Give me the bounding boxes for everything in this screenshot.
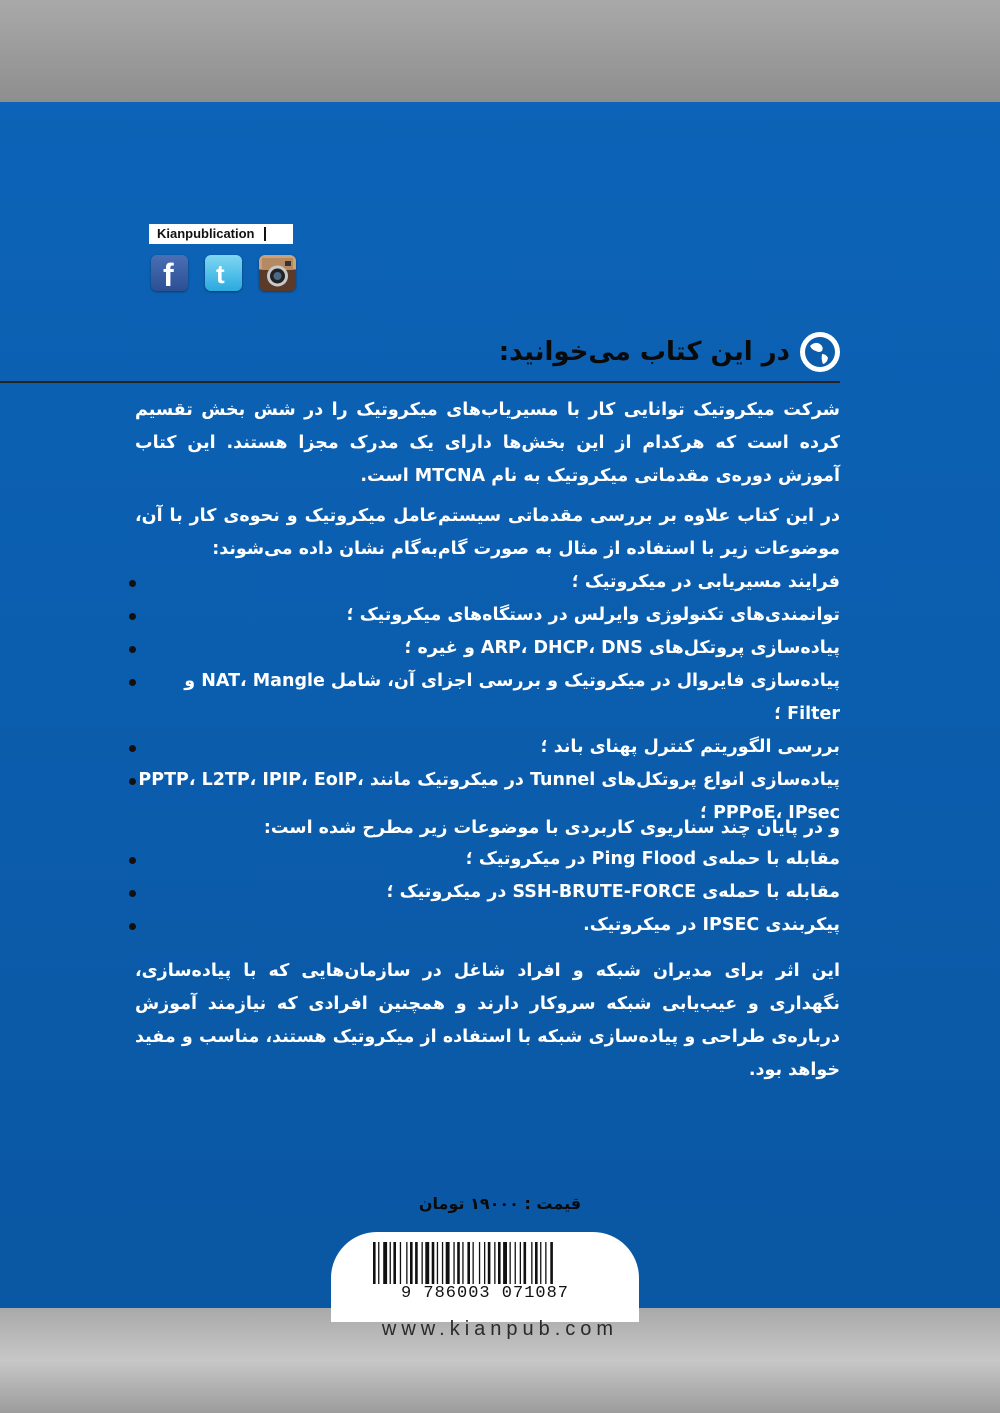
- social-handle[interactable]: Kianpublication: [149, 224, 293, 244]
- bullet-icon: [129, 613, 136, 620]
- svg-text:t: t: [216, 259, 225, 289]
- social-icons: [151, 255, 296, 291]
- website-url[interactable]: www.kianpub.com: [381, 1318, 619, 1340]
- intro-paragraph: شرکت میکروتیک توانایی کار با مسیریاب‌های میکروتیک را در شش بخش تقسیم کرده است که هرکدام از این بخش‌ها دارای یک مدرک مجزا هستند. این کتاب آموزش دوره‌ی مقدماتی میکروتیک به نام MTCNA است.: [135, 400, 840, 486]
- list-item: مقابله با حمله‌ی Ping Flood در میکروتیک ؛: [135, 843, 840, 876]
- section-heading: در این کتاب می‌خوانید:: [498, 337, 790, 367]
- barcode-panel: [331, 1232, 639, 1322]
- list-item: پیکربندی IPSEC در میکروتیک.: [135, 909, 840, 942]
- topics-list: [135, 566, 840, 830]
- price-label: قیمت : ۱۹۰۰۰ تومان: [418, 1194, 582, 1213]
- list-item: پیاده‌سازی پروتکل‌های ARP، DHCP، DNS و غیره ؛: [135, 632, 840, 665]
- bullet-icon: [129, 923, 136, 930]
- list-item: توانمندی‌های تکنولوژی وایرلس در دستگاه‌های میکروتیک ؛: [135, 599, 840, 632]
- heading-divider: [0, 381, 840, 383]
- list-item: پیاده‌سازی انواع پروتکل‌های Tunnel در میکروتیک مانند PPTP، L2TP، IPIP، EoIP، PPPoE، IPsec ؛: [135, 764, 840, 830]
- bullet-icon: [129, 580, 136, 587]
- bullet-icon: [129, 646, 136, 653]
- bullet-icon: [129, 857, 136, 864]
- scenarios-list: [135, 843, 840, 942]
- section-heading-row: [499, 330, 840, 374]
- facebook-icon[interactable]: [151, 255, 188, 291]
- top-gray-band: [0, 0, 1000, 102]
- list-item: بررسی الگوریتم کنترل پهنای باند ؛: [135, 731, 840, 764]
- list-item: پیاده‌سازی فایروال در میکروتیک و بررسی اجزای آن، شامل NAT، Mangle و Filter ؛: [135, 665, 840, 731]
- svg-text:f: f: [163, 257, 174, 291]
- twitter-icon[interactable]: [205, 255, 242, 291]
- instagram-icon[interactable]: [259, 255, 296, 291]
- list-item: فرایند مسیریابی در میکروتیک ؛: [135, 566, 840, 599]
- bullet-icon: [129, 679, 136, 686]
- audience-paragraph: این اثر برای مدیران شبکه و افراد شاغل در سازمان‌هایی که با پیاده‌سازی، نگهداری و عیب‌یابی شبکه سروکار دارند و همچنین افرادی که نیازمند آموزش درباره‌ی طراحی و پیاده‌سازی شبکه با استفاده از میکروتیک هستند، مناسب و مفید خواهد بود.: [135, 961, 840, 1080]
- topics-intro-paragraph: در این کتاب علاوه بر بررسی مقدماتی سیستم‌عامل میکروتیک و نحوه‌ی کار با آن، موضوعات زیر با استفاده از مثال به صورت گام‌به‌گام نشان داده می‌شوند:: [135, 506, 840, 559]
- bullet-icon: [129, 890, 136, 897]
- bullet-icon: [129, 745, 136, 752]
- isbn-number: 9 786003 071087: [400, 1284, 570, 1303]
- list-item: مقابله با حمله‌ی SSH-BRUTE-FORCE در میکروتیک ؛: [135, 876, 840, 909]
- globe-icon: [800, 332, 840, 372]
- scenarios-intro-paragraph: و در پایان چند سناریوی کاربردی با موضوعات زیر مطرح شده است:: [263, 818, 840, 838]
- bullet-icon: [129, 778, 136, 785]
